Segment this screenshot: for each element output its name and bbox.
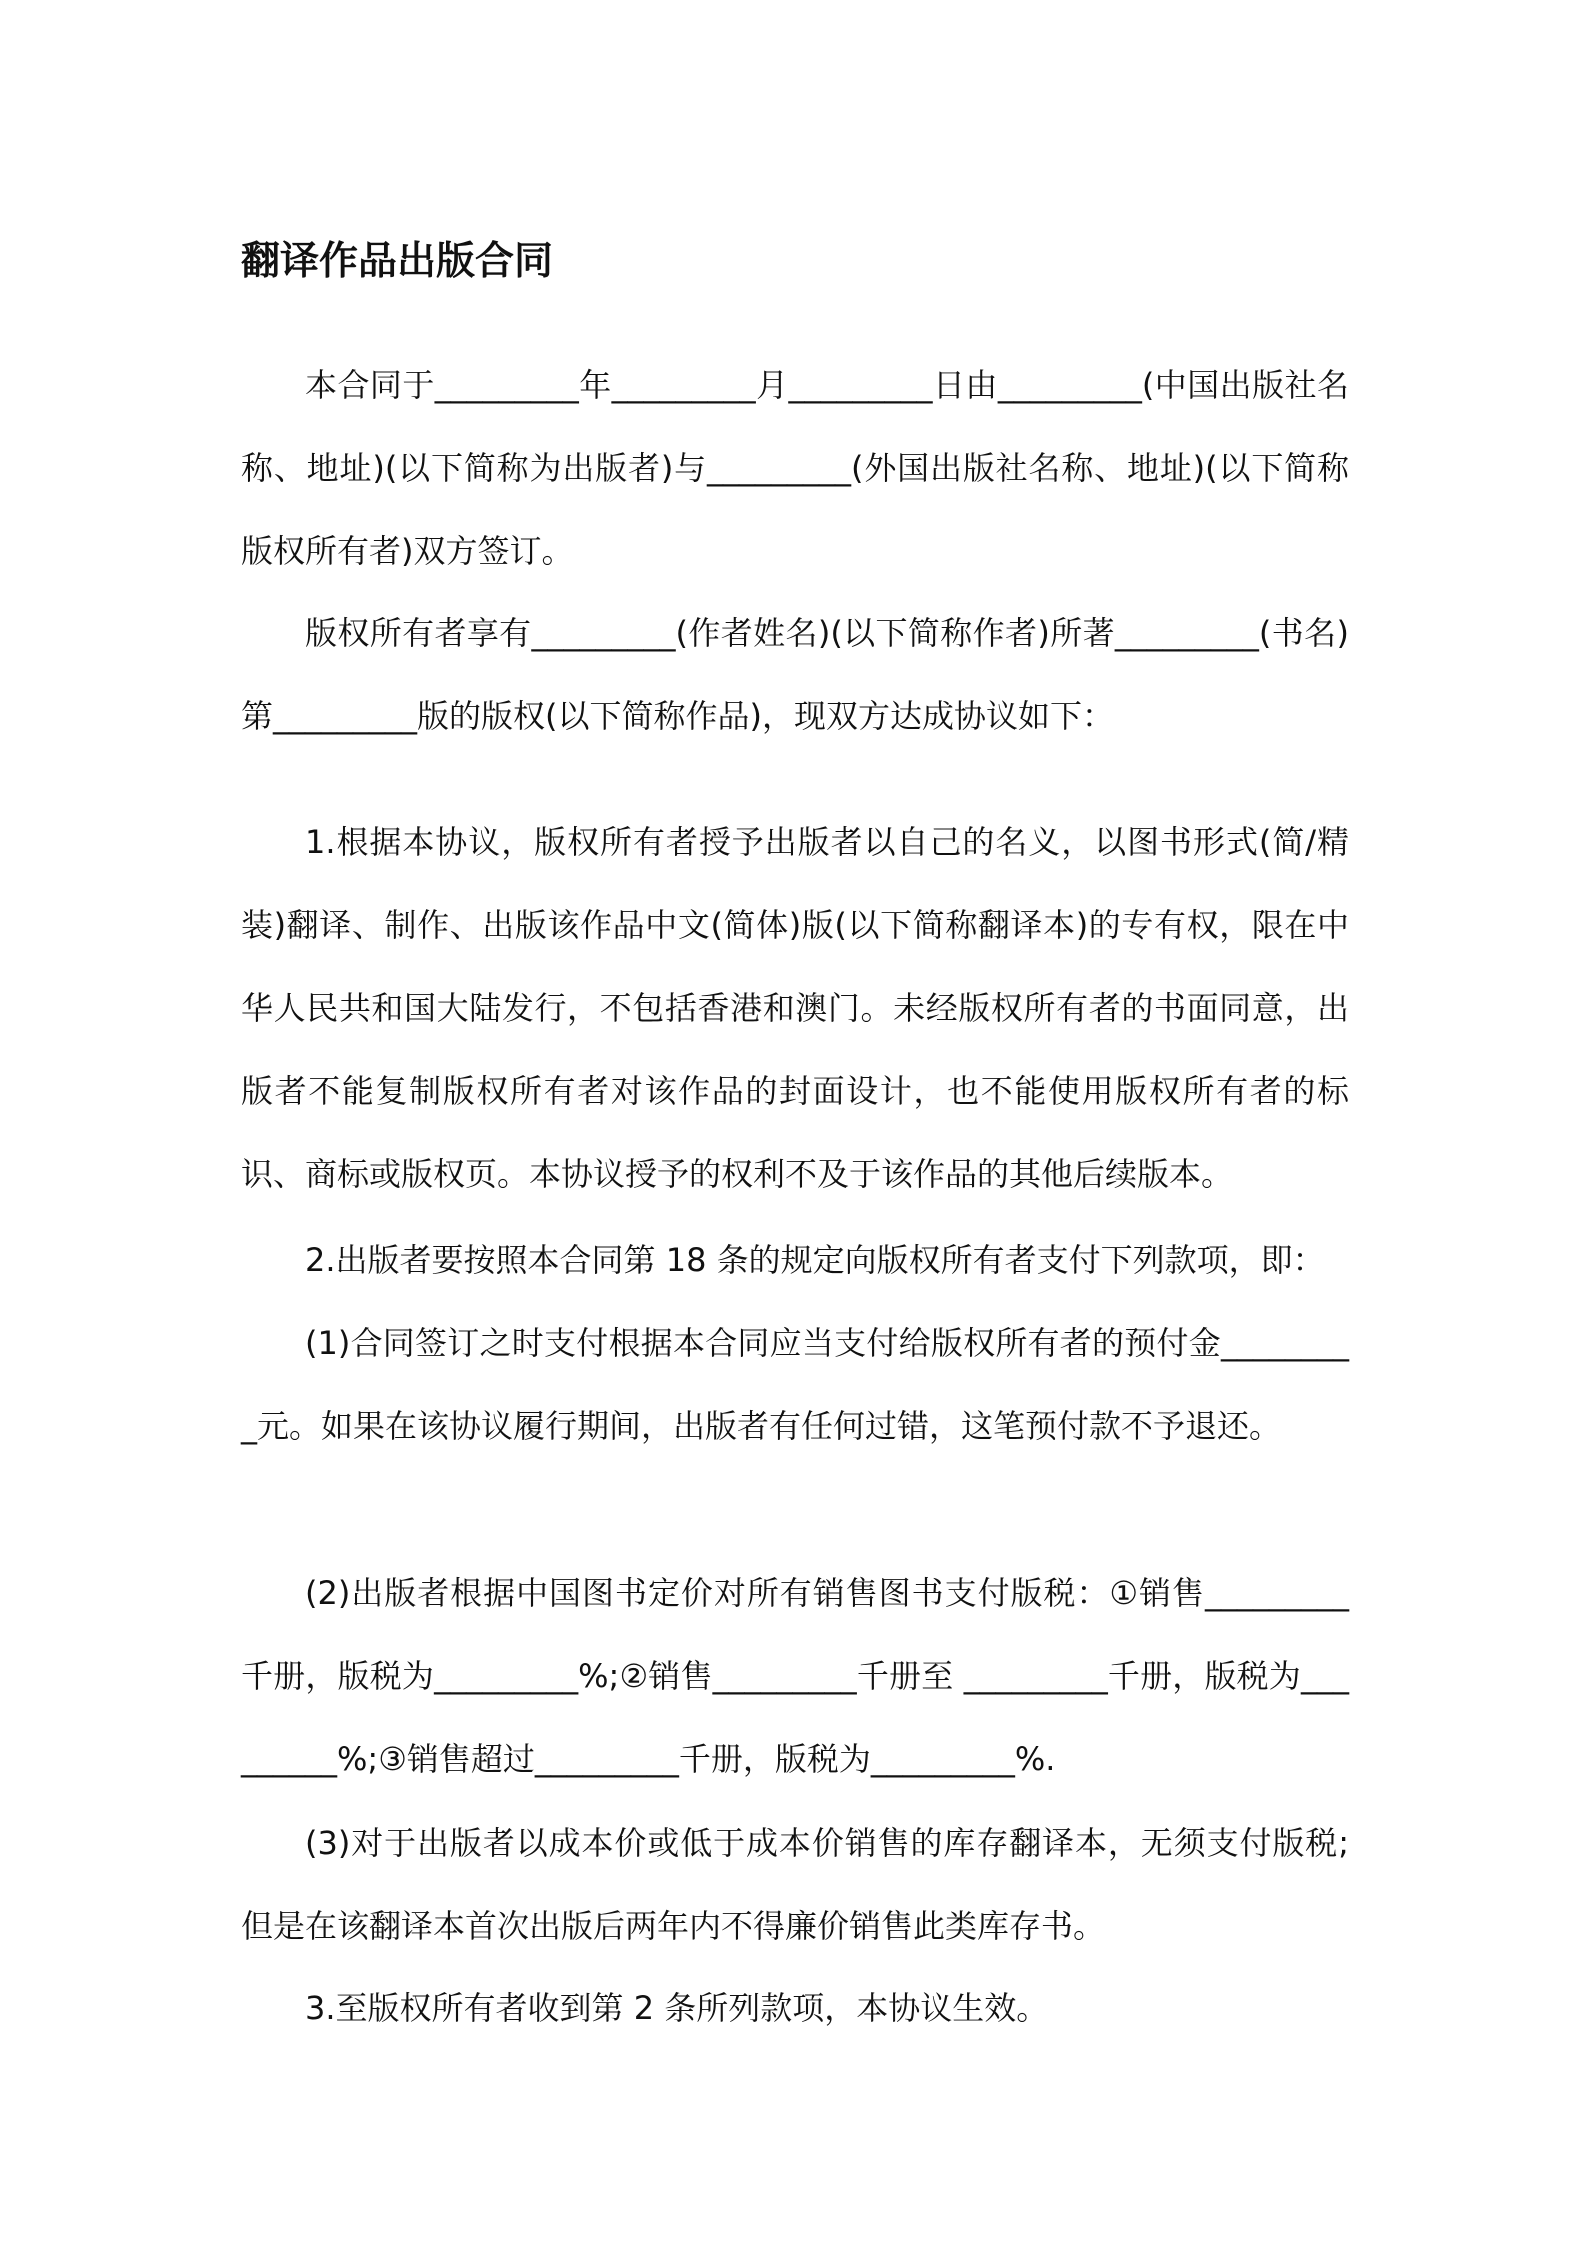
clause-1 <box>241 801 1349 1216</box>
paragraph-text: 本合同于_________年_________月_________日由_________(中国出版社名称、地址)(以下简称为出版者)与_________(外国出版社名称、地址)(以下简称版权所有者)双方签订。 <box>241 366 1349 570</box>
clause-2-item-1 <box>241 1302 1349 1468</box>
clause-2 <box>241 1219 1349 1302</box>
paragraph-text: (3)对于出版者以成本价或低于成本价销售的库存翻译本，无须支付版税;但是在该翻译本首次出版后两年内不得廉价销售此类库存书。 <box>241 1824 1349 1945</box>
paragraph-text: 3.至版权所有者收到第 2 条所列款项，本协议生效。 <box>305 1989 1049 2027</box>
clause-2-item-3 <box>241 1802 1349 1968</box>
document-title: 翻译作品出版合同 <box>241 239 554 284</box>
paragraph-text: 1.根据本协议，版权所有者授予出版者以自己的名义，以图书形式(简/精装)翻译、制作、出版该作品中文(简体)版(以下简称翻译本)的专有权，限在中华人民共和国大陆发行，不包括香港和澳门。未经版权所有者的书面同意，出版者不能复制版权所有者对该作品的封面设计，也不能使用版权所有者的标识、商标或版权页。本协议授予的权利不及于该作品的其他后续版本。 <box>241 823 1349 1193</box>
paragraph-text: 2.出版者要按照本合同第 18 条的规定向版权所有者支付下列款项，即： <box>305 1241 1325 1279</box>
paragraph-intro <box>241 344 1349 593</box>
paragraph-text: (2)出版者根据中国图书定价对所有销售图书支付版税：①销售_________千册，版税为_________%;②销售_________千册至 _________千册，版税为_________%;③销售超过_________千册，版税为_________%. <box>241 1574 1349 1778</box>
paragraph-text: 版权所有者享有_________(作者姓名)(以下简称作者)所著_________(书名)第_________版的版权(以下简称作品)，现双方达成协议如下： <box>241 614 1349 735</box>
paragraph-text: (1)合同签订之时支付根据本合同应当支付给版权所有者的预付金_________元。如果在该协议履行期间，出版者有任何过错，这笔预付款不予退还。 <box>241 1324 1349 1445</box>
clause-2-item-2 <box>241 1552 1349 1801</box>
paragraph-grant <box>241 592 1349 758</box>
document-page <box>241 0 1349 2244</box>
clause-3 <box>241 1967 1349 2050</box>
